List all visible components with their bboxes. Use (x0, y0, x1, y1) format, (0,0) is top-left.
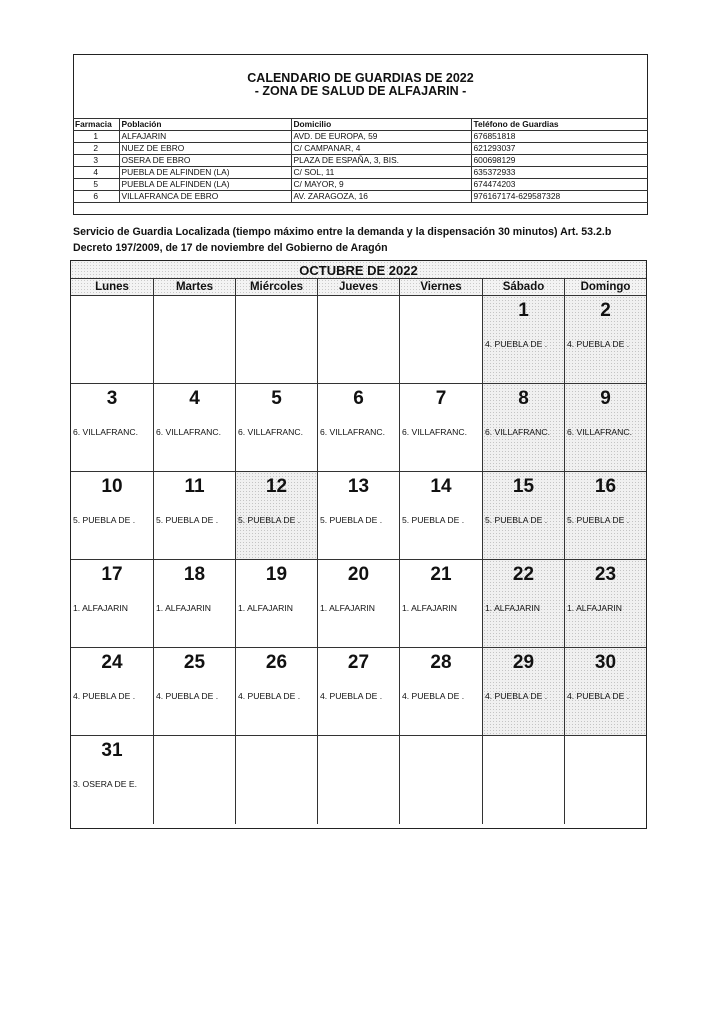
weekday-header-tuesday: Martes (154, 279, 236, 295)
calendar-week-row (71, 648, 646, 736)
on-duty-pharmacy: 4. PUEBLA DE . (402, 691, 465, 701)
on-duty-pharmacy: 5. PUEBLA DE . (156, 515, 219, 525)
day-number: 29 (512, 652, 535, 673)
calendar (70, 260, 647, 829)
table-row (73, 131, 648, 143)
day-number: 27 (347, 652, 370, 673)
pharmacy-number: 6 (73, 191, 119, 203)
day-number: 12 (265, 476, 288, 497)
pharmacy-address: AV. ZARAGOZA, 16 (291, 191, 471, 203)
empty-day-cell (318, 296, 400, 383)
header-box (73, 54, 648, 215)
on-duty-pharmacy: 6. VILLAFRANC. (402, 427, 467, 437)
on-duty-pharmacy: 4. PUEBLA DE . (567, 691, 630, 701)
pharmacy-town: NUEZ DE EBRO (119, 143, 291, 155)
day-number: 16 (594, 476, 617, 497)
empty-day-cell (565, 736, 646, 824)
pharmacy-address: PLAZA DE ESPAÑA, 3, BIS. (291, 155, 471, 167)
pharmacy-town: OSERA DE EBRO (119, 155, 291, 167)
weekday-header-thursday: Jueves (318, 279, 400, 295)
on-duty-pharmacy: 4. PUEBLA DE . (485, 691, 548, 701)
table-row (73, 143, 648, 155)
pharmacy-address: C/ MAYOR, 9 (291, 179, 471, 191)
on-duty-pharmacy: 4. PUEBLA DE . (238, 691, 301, 701)
calendar-week-row (71, 384, 646, 472)
on-duty-pharmacy: 1. ALFAJARIN (238, 603, 293, 613)
weekday-header-row (71, 279, 646, 296)
day-number: 18 (183, 564, 206, 585)
pharmacy-table-header (73, 119, 648, 131)
on-duty-pharmacy: 5. PUEBLA DE . (320, 515, 383, 525)
day-number: 5 (271, 388, 282, 409)
empty-day-cell (71, 296, 154, 383)
column-header: Domicilio (291, 119, 471, 131)
pharmacy-town: PUEBLA DE ALFINDEN (LA) (119, 179, 291, 191)
pharmacy-phone: 674474203 (471, 179, 648, 191)
day-number: 4 (189, 388, 200, 409)
on-duty-pharmacy: 1. ALFAJARIN (402, 603, 457, 613)
on-duty-pharmacy: 5. PUEBLA DE . (73, 515, 136, 525)
weekday-header-saturday: Sábado (483, 279, 565, 295)
empty-day-cell (483, 736, 565, 824)
title-block (74, 72, 647, 98)
day-number: 7 (435, 388, 447, 409)
empty-day-cell (400, 296, 483, 383)
day-cell (565, 384, 646, 471)
day-number: 21 (430, 564, 452, 585)
day-cell (71, 384, 154, 471)
pharmacy-town: ALFAJARIN (119, 131, 291, 143)
day-cell (483, 296, 565, 383)
empty-day-cell (318, 736, 400, 824)
on-duty-pharmacy: 3. OSERA DE E. (73, 779, 137, 789)
on-duty-pharmacy: 4. PUEBLA DE . (320, 691, 383, 701)
day-cell (565, 296, 646, 383)
calendar-month-title: OCTUBRE DE 2022 (71, 261, 646, 279)
calendar-week-row (71, 560, 646, 648)
pharmacy-number: 1 (73, 131, 119, 143)
day-number: 26 (265, 652, 288, 673)
day-cell (71, 472, 154, 559)
day-number: 8 (518, 388, 529, 409)
table-row (73, 155, 648, 167)
day-cell (318, 560, 400, 647)
day-cell (400, 472, 483, 559)
pharmacy-number: 2 (73, 143, 119, 155)
on-duty-pharmacy: 4. PUEBLA DE . (156, 691, 219, 701)
day-number: 23 (594, 564, 617, 585)
day-number: 19 (265, 564, 288, 585)
day-number: 31 (101, 740, 123, 761)
pharmacy-phone: 676851818 (471, 131, 648, 143)
on-duty-pharmacy: 1. ALFAJARIN (485, 603, 540, 613)
pharmacy-table (73, 118, 648, 203)
on-duty-pharmacy: 4. PUEBLA DE . (485, 339, 548, 349)
day-cell (565, 560, 646, 647)
calendar-grid (71, 296, 646, 824)
day-number: 30 (594, 652, 617, 673)
pharmacy-address: C/ CAMPANAR, 4 (291, 143, 471, 155)
on-duty-pharmacy: 4. PUEBLA DE . (567, 339, 630, 349)
on-duty-pharmacy: 6. VILLAFRANC. (238, 427, 303, 437)
on-duty-pharmacy: 1. ALFAJARIN (567, 603, 622, 613)
column-header: Población (119, 119, 291, 131)
day-cell (154, 384, 236, 471)
empty-day-cell (400, 736, 483, 824)
column-header: Farmacia (73, 119, 119, 131)
pharmacy-number: 4 (73, 167, 119, 179)
table-row (73, 179, 648, 191)
day-number: 9 (600, 388, 611, 409)
on-duty-pharmacy: 6. VILLAFRANC. (73, 427, 138, 437)
day-number: 14 (430, 476, 452, 497)
day-cell (400, 560, 483, 647)
day-cell (400, 648, 483, 735)
pharmacy-phone: 635372933 (471, 167, 648, 179)
day-cell (71, 648, 154, 735)
pharmacy-number: 5 (73, 179, 119, 191)
table-row (73, 167, 648, 179)
day-cell (565, 472, 646, 559)
on-duty-pharmacy: 6. VILLAFRANC. (156, 427, 221, 437)
service-note-line2: Decreto 197/2009, de 17 de noviembre del Gobierno de Aragón (73, 242, 388, 254)
day-number: 17 (101, 564, 123, 585)
on-duty-pharmacy: 1. ALFAJARIN (156, 603, 211, 613)
pharmacy-address: AVD. DE EUROPA, 59 (291, 131, 471, 143)
day-number: 24 (101, 652, 123, 673)
day-cell (318, 648, 400, 735)
on-duty-pharmacy: 1. ALFAJARIN (73, 603, 128, 613)
day-number: 25 (183, 652, 206, 673)
day-number: 20 (347, 564, 370, 585)
on-duty-pharmacy: 5. PUEBLA DE . (485, 515, 548, 525)
day-cell (400, 384, 483, 471)
document-title: CALENDARIO DE GUARDIAS DE 2022 (247, 71, 474, 85)
pharmacy-phone: 621293037 (471, 143, 648, 155)
calendar-week-row (71, 736, 646, 824)
day-cell (483, 648, 565, 735)
weekday-header-sunday: Domingo (565, 279, 646, 295)
day-number: 13 (347, 476, 370, 497)
day-cell (318, 472, 400, 559)
calendar-week-row (71, 296, 646, 384)
empty-day-cell (154, 296, 236, 383)
day-number: 10 (101, 476, 123, 497)
day-number: 1 (518, 300, 529, 321)
day-number: 3 (106, 388, 118, 409)
day-cell (236, 384, 318, 471)
empty-day-cell (154, 736, 236, 824)
day-number: 6 (353, 388, 364, 409)
on-duty-pharmacy: 6. VILLAFRANC. (485, 427, 550, 437)
day-cell (483, 560, 565, 647)
pharmacy-phone: 976167174-629587328 (471, 191, 648, 203)
calendar-week-row (71, 472, 646, 560)
day-cell (71, 560, 154, 647)
on-duty-pharmacy: 5. PUEBLA DE . (567, 515, 630, 525)
day-number: 15 (512, 476, 535, 497)
day-cell (483, 384, 565, 471)
day-cell (236, 560, 318, 647)
weekday-header-monday: Lunes (71, 279, 154, 295)
on-duty-pharmacy: 6. VILLAFRANC. (320, 427, 385, 437)
document-subtitle: - ZONA DE SALUD DE ALFAJARIN - (254, 84, 467, 98)
weekday-header-wednesday: Miércoles (236, 279, 318, 295)
on-duty-pharmacy: 6. VILLAFRANC. (567, 427, 632, 437)
day-cell (154, 472, 236, 559)
day-cell (236, 648, 318, 735)
day-number: 28 (430, 652, 452, 673)
on-duty-pharmacy: 5. PUEBLA DE . (238, 515, 301, 525)
service-note (73, 224, 653, 256)
weekday-header-friday: Viernes (400, 279, 483, 295)
day-cell (318, 384, 400, 471)
on-duty-pharmacy: 1. ALFAJARIN (320, 603, 375, 613)
day-cell (236, 472, 318, 559)
day-cell (154, 648, 236, 735)
empty-day-cell (236, 736, 318, 824)
day-cell (483, 472, 565, 559)
day-cell (71, 736, 154, 824)
day-number: 22 (512, 564, 535, 585)
day-cell (565, 648, 646, 735)
on-duty-pharmacy: 4. PUEBLA DE . (73, 691, 136, 701)
day-cell (154, 560, 236, 647)
service-note-line1: Servicio de Guardia Localizada (tiempo máximo entre la demanda y la dispensación 30 minutos) Art. 53.2.b (73, 226, 612, 238)
pharmacy-town: VILLAFRANCA DE EBRO (119, 191, 291, 203)
pharmacy-address: C/ SOL, 11 (291, 167, 471, 179)
pharmacy-phone: 600698129 (471, 155, 648, 167)
table-row (73, 191, 648, 203)
empty-day-cell (236, 296, 318, 383)
pharmacy-number: 3 (73, 155, 119, 167)
pharmacy-town: PUEBLA DE ALFINDEN (LA) (119, 167, 291, 179)
day-number: 2 (600, 300, 611, 321)
column-header: Teléfono de Guardias (471, 119, 648, 131)
day-number: 11 (184, 476, 205, 497)
on-duty-pharmacy: 5. PUEBLA DE . (402, 515, 465, 525)
